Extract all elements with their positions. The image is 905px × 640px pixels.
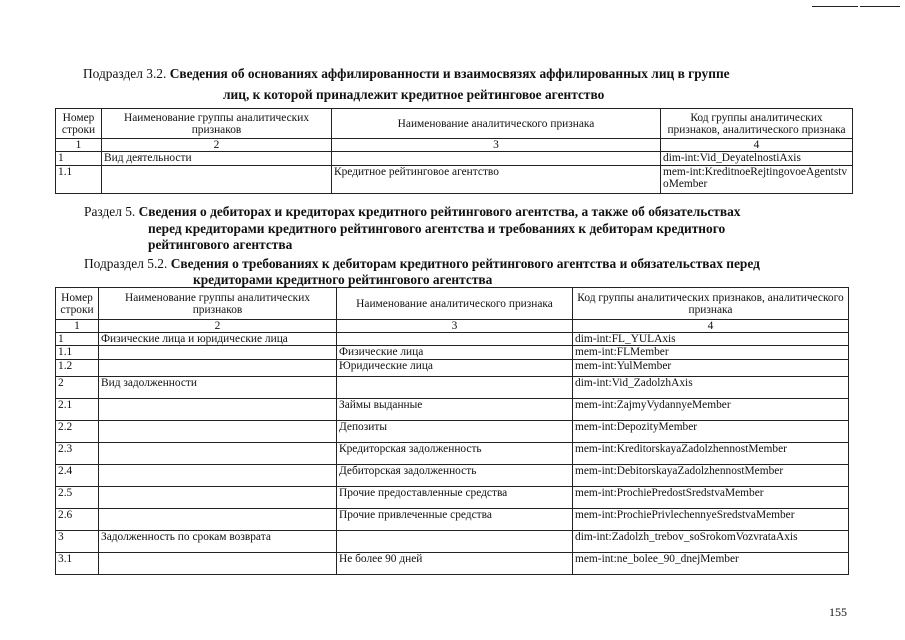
column-number-row	[56, 139, 853, 152]
row-feature: Займы выданные	[337, 399, 573, 421]
subsection-3-2-heading-line2	[223, 87, 604, 103]
row-group	[99, 487, 337, 509]
row-code: dim-int:Vid_DeyatelnostiAxis	[661, 152, 853, 166]
table-row	[56, 465, 849, 487]
subsection-5-2-heading-line2	[193, 272, 492, 288]
row-number: 3.1	[56, 553, 99, 575]
column-number: 2	[99, 320, 337, 333]
row-group	[99, 553, 337, 575]
row-number: 2	[56, 377, 99, 399]
row-number: 2.4	[56, 465, 99, 487]
row-feature: Кредитное рейтинговое агентство	[332, 166, 661, 194]
table-debtors-creditors	[55, 287, 849, 575]
table-affiliation	[55, 108, 853, 194]
table-row	[56, 443, 849, 465]
row-feature: Прочие предоставленные средства	[337, 487, 573, 509]
column-number: 3	[332, 139, 661, 152]
row-number: 1	[56, 152, 102, 166]
row-number: 2.5	[56, 487, 99, 509]
subsection-3-2-title-line1: Сведения об основаниях аффилированности и взаимосвязях аффилированных лиц в группе	[169, 66, 730, 81]
subsection-5-2-title-line2: кредиторами кредитного рейтингового агентства	[193, 272, 493, 287]
header-feature-name: Наименование аналитического признака	[337, 288, 573, 320]
row-code: mem-int:ProchiePredostSredstvaMember	[573, 487, 849, 509]
row-number: 3	[56, 531, 99, 553]
top-rule-left	[812, 6, 858, 7]
column-number-row	[56, 320, 849, 333]
row-feature	[332, 152, 661, 166]
row-group	[99, 443, 337, 465]
row-group: Вид задолженности	[99, 377, 337, 399]
row-code: mem-int:KreditnoeRejtingovoeAgentstvoMember	[661, 166, 853, 194]
header-group-name: Наименование группы аналитических признаков	[102, 109, 332, 139]
row-code: mem-int:KreditorskayaZadolzhennostMember	[573, 443, 849, 465]
column-number: 3	[337, 320, 573, 333]
section-5-title-line2: перед кредиторами кредитного рейтингового агентства и требованиях к дебиторам кредитного	[148, 221, 726, 236]
row-code: dim-int:Zadolzh_trebov_soSrokomVozvrataAxis	[573, 531, 849, 553]
table-row	[56, 421, 849, 443]
header-group-name: Наименование группы аналитических признаков	[99, 288, 337, 320]
table-row	[56, 553, 849, 575]
table-row	[56, 346, 849, 360]
table-row	[56, 399, 849, 421]
subsection-5-2-heading	[84, 256, 760, 272]
row-number: 1.2	[56, 360, 99, 377]
row-group	[99, 360, 337, 377]
row-group	[99, 509, 337, 531]
table-row	[56, 531, 849, 553]
row-feature: Не более 90 дней	[337, 553, 573, 575]
header-feature-name: Наименование аналитического признака	[332, 109, 661, 139]
subsection-3-2-title-line2: лиц, к которой принадлежит кредитное рейтинговое агентство	[223, 87, 605, 102]
column-number: 2	[102, 139, 332, 152]
row-code: mem-int:ProchiePrivlechennyeSredstvaMember	[573, 509, 849, 531]
column-number: 1	[56, 320, 99, 333]
row-code: dim-int:Vid_ZadolzhAxis	[573, 377, 849, 399]
row-group	[99, 421, 337, 443]
row-feature: Физические лица	[337, 346, 573, 360]
table-row	[56, 333, 849, 346]
section-5-title-line3: рейтингового агентства	[148, 237, 293, 252]
row-feature: Прочие привлеченные средства	[337, 509, 573, 531]
row-feature	[337, 377, 573, 399]
subsection-3-2-heading	[83, 66, 730, 82]
column-number: 4	[573, 320, 849, 333]
table-row	[56, 377, 849, 399]
row-number: 1.1	[56, 346, 99, 360]
row-number: 2.3	[56, 443, 99, 465]
row-feature	[337, 333, 573, 346]
row-number: 1	[56, 333, 99, 346]
row-code: mem-int:DebitorskayaZadolzhennostMember	[573, 465, 849, 487]
section-5-prefix: Раздел 5.	[84, 204, 136, 219]
row-group: Вид деятельности	[102, 152, 332, 166]
section-5-title-line1: Сведения о дебиторах и кредиторах кредитного рейтингового агентства, а также об обязательствах	[138, 204, 741, 219]
subsection-5-2-prefix: Подраздел 5.2.	[84, 256, 168, 271]
header-code: Код группы аналитических признаков, аналитического признака	[661, 109, 853, 139]
header-row-number: Номер строки	[56, 109, 102, 139]
header-row-number: Номер строки	[56, 288, 99, 320]
table-header-row	[56, 288, 849, 320]
row-feature: Депозиты	[337, 421, 573, 443]
subsection-5-2-title-line1: Сведения о требованиях к дебиторам кредитного рейтингового агентства и обязательствах перед	[170, 256, 760, 271]
row-number: 2.6	[56, 509, 99, 531]
table-header-row	[56, 109, 853, 139]
row-feature	[337, 531, 573, 553]
row-feature: Кредиторская задолженность	[337, 443, 573, 465]
section-5-heading-line2	[148, 221, 725, 237]
row-code: mem-int:YulMember	[573, 360, 849, 377]
row-group	[99, 399, 337, 421]
page-number: 155	[829, 605, 847, 619]
column-number: 4	[661, 139, 853, 152]
row-feature: Дебиторская задолженность	[337, 465, 573, 487]
section-5-heading-line3	[148, 237, 292, 253]
header-code: Код группы аналитических признаков, аналитического признака	[573, 288, 849, 320]
table-row	[56, 509, 849, 531]
row-code: mem-int:DepozityMember	[573, 421, 849, 443]
row-group: Задолженность по срокам возврата	[99, 531, 337, 553]
column-number: 1	[56, 139, 102, 152]
row-group: Физические лица и юридические лица	[99, 333, 337, 346]
table-row	[56, 360, 849, 377]
row-code: mem-int:ne_bolee_90_dnejMember	[573, 553, 849, 575]
row-number: 2.1	[56, 399, 99, 421]
table-row	[56, 166, 853, 194]
row-feature: Юридические лица	[337, 360, 573, 377]
table-row	[56, 487, 849, 509]
row-code: mem-int:ZajmyVydannyeMember	[573, 399, 849, 421]
subsection-3-2-prefix: Подраздел 3.2.	[83, 66, 167, 81]
row-group	[99, 465, 337, 487]
section-5-heading	[84, 204, 741, 220]
row-code: mem-int:FLMember	[573, 346, 849, 360]
top-rule-right	[860, 6, 900, 7]
row-code: dim-int:FL_YULAxis	[573, 333, 849, 346]
table-row	[56, 152, 853, 166]
row-number: 1.1	[56, 166, 102, 194]
row-group	[102, 166, 332, 194]
row-group	[99, 346, 337, 360]
row-number: 2.2	[56, 421, 99, 443]
